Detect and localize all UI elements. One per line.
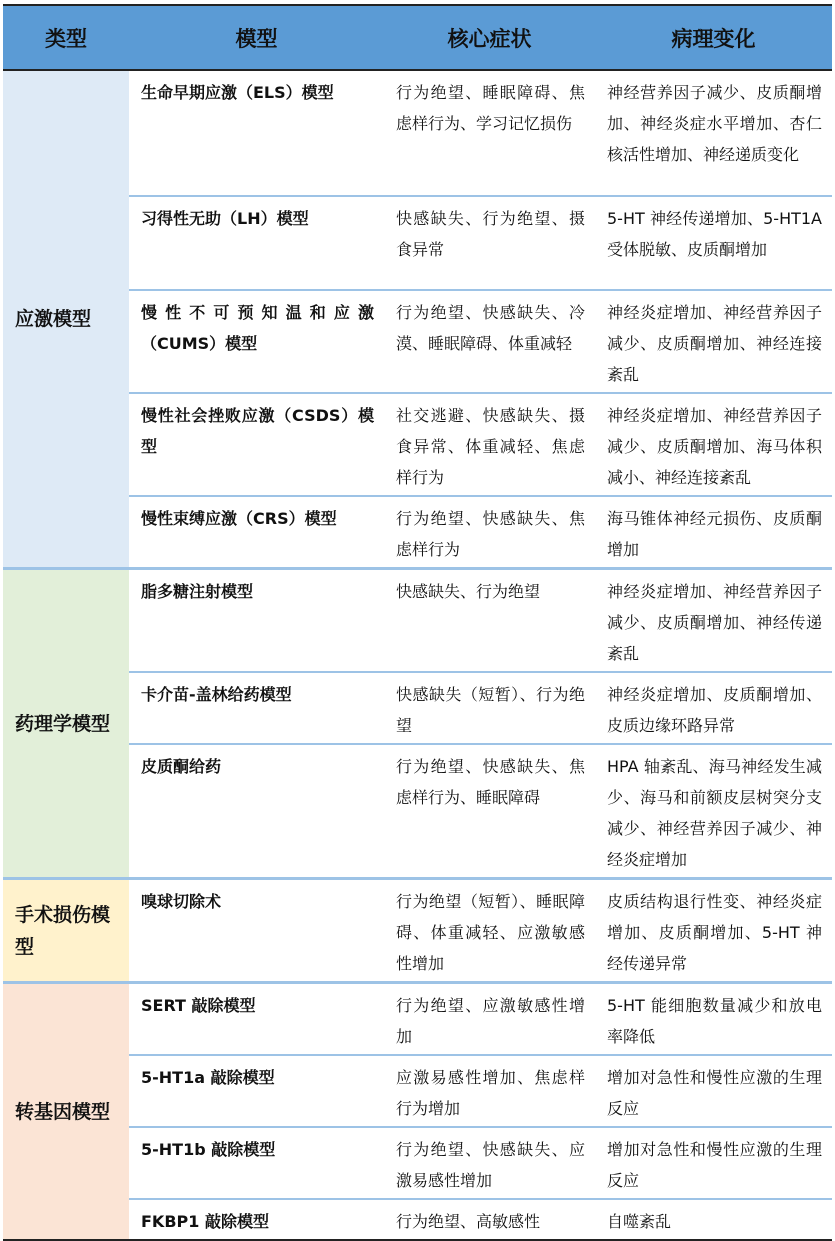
pathology-changes: HPA 轴紊乱、海马神经发生减少、海马和前额皮层树突分支减少、神经营养因子减少、神经炎症增加	[595, 744, 832, 879]
category-pharmacological-models: 药理学模型	[3, 569, 129, 879]
core-symptoms: 行为绝望、快感缺失、焦虑样行为	[384, 496, 595, 569]
model-name: 脂多糖注射模型	[129, 569, 384, 673]
pathology-changes: 海马锥体神经元损伤、皮质酮增加	[595, 496, 832, 569]
model-name: 慢性束缚应激（CRS）模型	[129, 496, 384, 569]
table-row	[3, 569, 832, 673]
core-symptoms: 行为绝望、高敏感性	[384, 1199, 595, 1240]
header-core-symptoms: 核心症状	[384, 5, 595, 70]
pathology-changes: 自噬紊乱	[595, 1199, 832, 1240]
pathology-changes: 增加对急性和慢性应激的生理反应	[595, 1127, 832, 1199]
pathology-changes: 神经炎症增加、神经营养因子减少、皮质酮增加、神经连接紊乱	[595, 290, 832, 393]
pathology-changes: 5-HT 能细胞数量减少和放电率降低	[595, 983, 832, 1056]
core-symptoms: 行为绝望、应激敏感性增加	[384, 983, 595, 1056]
pathology-changes: 神经炎症增加、神经营养因子减少、皮质酮增加、神经传递紊乱	[595, 569, 832, 673]
core-symptoms: 行为绝望、快感缺失、焦虑样行为、睡眠障碍	[384, 744, 595, 879]
model-name: FKBP1 敲除模型	[129, 1199, 384, 1240]
core-symptoms: 快感缺失、行为绝望	[384, 569, 595, 673]
model-name: 习得性无助（LH）模型	[129, 196, 384, 290]
pathology-changes: 神经炎症增加、神经营养因子减少、皮质酮增加、海马体积减小、神经连接紊乱	[595, 393, 832, 496]
category-surgical-injury-models: 手术损伤模型	[3, 879, 129, 983]
model-name: 慢性社会挫败应激（CSDS）模型	[129, 393, 384, 496]
core-symptoms: 行为绝望（短暂）、睡眠障碍、体重减轻、应激敏感性增加	[384, 879, 595, 983]
model-name: 生命早期应激（ELS）模型	[129, 70, 384, 196]
core-symptoms: 应激易感性增加、焦虑样行为增加	[384, 1055, 595, 1127]
core-symptoms: 快感缺失（短暂）、行为绝望	[384, 672, 595, 744]
model-name: SERT 敲除模型	[129, 983, 384, 1056]
model-name: 卡介苗-盖林给药模型	[129, 672, 384, 744]
category-transgenic-models: 转基因模型	[3, 983, 129, 1241]
model-name: 慢性不可预知温和应激（CUMS）模型	[129, 290, 384, 393]
header-row	[3, 5, 832, 70]
model-name: 5-HT1b 敲除模型	[129, 1127, 384, 1199]
header-model: 模型	[129, 5, 384, 70]
header-pathology: 病理变化	[595, 5, 832, 70]
table-row	[3, 879, 832, 983]
core-symptoms: 社交逃避、快感缺失、摄食异常、体重减轻、焦虑样行为	[384, 393, 595, 496]
pathology-changes: 神经营养因子减少、皮质酮增加、神经炎症水平增加、杏仁核活性增加、神经递质变化	[595, 70, 832, 196]
core-symptoms: 行为绝望、睡眠障碍、焦虑样行为、学习记忆损伤	[384, 70, 595, 196]
header-type: 类型	[3, 5, 129, 70]
category-stress-models: 应激模型	[3, 70, 129, 569]
model-name: 5-HT1a 敲除模型	[129, 1055, 384, 1127]
pathology-changes: 5-HT 神经传递增加、5-HT1A 受体脱敏、皮质酮增加	[595, 196, 832, 290]
model-name: 皮质酮给药	[129, 744, 384, 879]
core-symptoms: 快感缺失、行为绝望、摄食异常	[384, 196, 595, 290]
depression-models-table	[3, 4, 832, 1241]
pathology-changes: 皮质结构退行性变、神经炎症增加、皮质酮增加、5-HT 神经传递异常	[595, 879, 832, 983]
table-row	[3, 983, 832, 1056]
core-symptoms: 行为绝望、快感缺失、应激易感性增加	[384, 1127, 595, 1199]
table-row	[3, 70, 832, 196]
model-name: 嗅球切除术	[129, 879, 384, 983]
pathology-changes: 增加对急性和慢性应激的生理反应	[595, 1055, 832, 1127]
pathology-changes: 神经炎症增加、皮质酮增加、皮质边缘环路异常	[595, 672, 832, 744]
core-symptoms: 行为绝望、快感缺失、冷漠、睡眠障碍、体重减轻	[384, 290, 595, 393]
